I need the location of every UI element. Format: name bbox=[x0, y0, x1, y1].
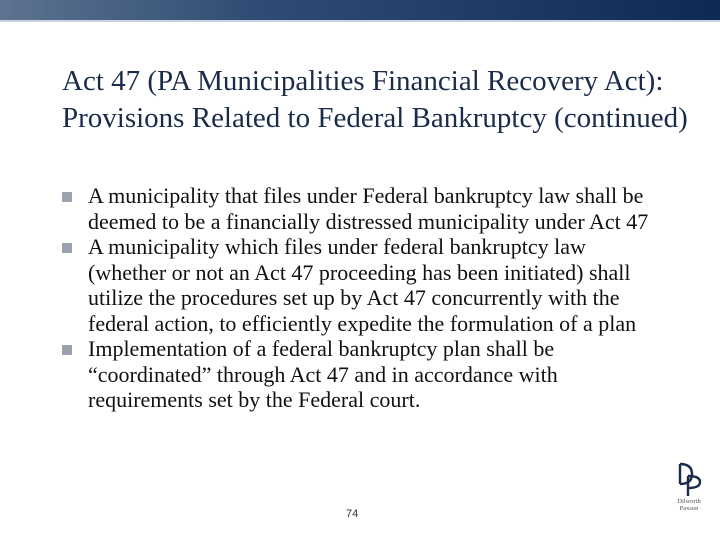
bullet-item bbox=[60, 336, 660, 413]
header-divider bbox=[0, 20, 720, 22]
bullet-text: A municipality that files under Federal bankruptcy law shall be deemed to be a financially distressed municipality under Act 47 bbox=[88, 183, 649, 234]
logo-line-2: Paxson bbox=[679, 505, 699, 512]
bullet-item bbox=[60, 234, 660, 336]
square-bullet-icon bbox=[62, 345, 72, 355]
square-bullet-icon bbox=[62, 243, 72, 253]
page-number: 74 bbox=[346, 508, 359, 520]
company-logo bbox=[664, 462, 714, 522]
dp-monogram-icon bbox=[674, 462, 704, 498]
bullet-item bbox=[60, 183, 660, 234]
header-bar bbox=[0, 0, 720, 20]
bullet-text: Implementation of a federal bankruptcy plan shall be “coordinated” through Act 47 and in accordance with requirements set by the Federal court. bbox=[88, 336, 558, 412]
square-bullet-icon bbox=[62, 192, 72, 202]
slide-title: Act 47 (PA Municipalities Financial Recovery Act): Provisions Related to Federal Bankruptcy (continued) bbox=[62, 65, 688, 134]
bullet-list bbox=[60, 183, 660, 413]
bullet-text: A municipality which files under federal bankruptcy law (whether or not an Act 47 proceeding has been initiated) shall utilize the procedures set up by Act 47 concurrently with the federal action, to efficiently expedite the formulation of a plan bbox=[88, 234, 637, 336]
logo-line-1: Dilworth bbox=[677, 498, 701, 505]
